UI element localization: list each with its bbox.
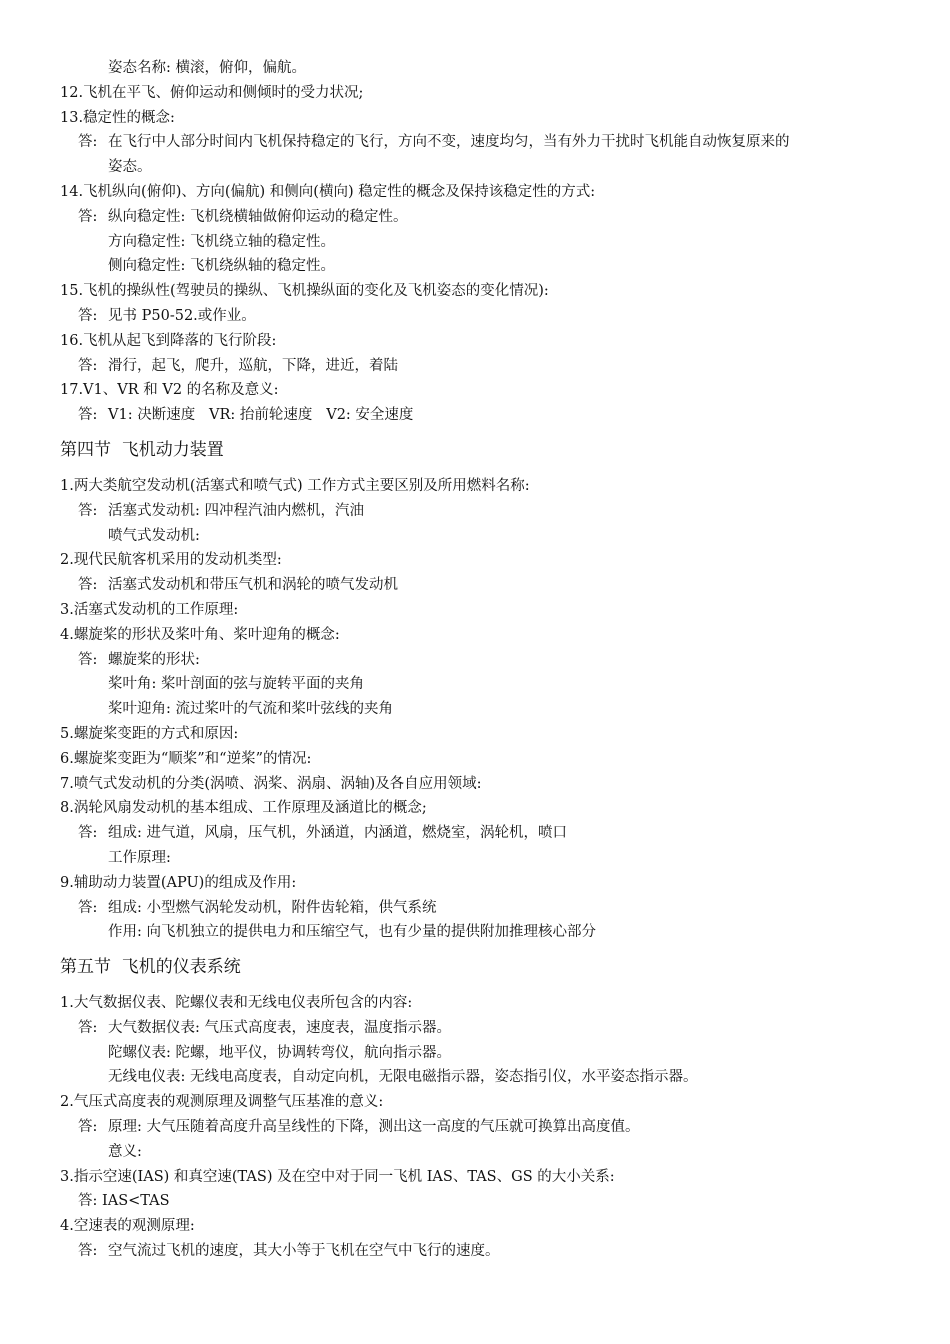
answer-label: 答: <box>78 1119 98 1136</box>
answer-17 <box>0 403 950 428</box>
question-line: 8.涡轮风扇发动机的基本组成、工作原理及涵道比的概念; <box>60 800 427 817</box>
answer-label: 答: <box>78 134 98 151</box>
question-line: 6.螺旋桨变距为“顺桨”和“逆桨”的情况: <box>60 750 312 767</box>
section-heading-5: 第五节 飞机的仪表系统 <box>60 957 241 978</box>
question-line: 2.气压式高度表的观测原理及调整气压基准的意义: <box>60 1094 384 1111</box>
answer-text: 活塞式发动机: 四冲程汽油内燃机，汽油 <box>108 502 364 519</box>
answer-line <box>0 648 950 673</box>
answer-line <box>0 896 950 921</box>
section-4-body <box>0 474 950 945</box>
question-15: 15.飞机的操纵性(驾驶员的操纵、飞机操纵面的变化及飞机姿态的变化情况): <box>60 283 549 300</box>
question-16: 16.飞机从起飞到降落的飞行阶段: <box>60 332 277 349</box>
question-line: 5.螺旋桨变距的方式和原因: <box>60 725 239 742</box>
answer-14-line-3: 侧向稳定性: 飞机绕纵轴的稳定性。 <box>108 258 335 275</box>
answer-label: 答: <box>78 1243 98 1260</box>
question-line: 3.活塞式发动机的工作原理: <box>60 601 239 618</box>
answer-label: 答: <box>78 307 98 324</box>
answer-continuation: 工作原理: <box>108 849 171 866</box>
answer-text: 原理: 大气压随着高度升高呈线性的下降，测出这一高度的气压就可换算出高度值。 <box>108 1119 640 1136</box>
answer-15 <box>0 304 950 329</box>
answer-text: 活塞式发动机和带压气机和涡轮的喷气发动机 <box>108 577 398 594</box>
question-line: 1.大气数据仪表、陀螺仪表和无线电仪表所包含的内容: <box>60 995 413 1012</box>
answer-text: 空气流过飞机的速度，其大小等于飞机在空气中飞行的速度。 <box>108 1243 500 1260</box>
document-page <box>0 56 950 1264</box>
answer-label: 答: <box>78 407 98 424</box>
question-line: 7.喷气式发动机的分类(涡喷、涡桨、涡扇、涡轴)及各自应用领域: <box>60 775 482 792</box>
answer-16 <box>0 354 950 379</box>
question-line: 1.两大类航空发动机(活塞式和喷气式) 工作方式主要区别及所用燃料名称: <box>60 477 530 494</box>
answer-line <box>0 1239 950 1264</box>
answer-continuation: 桨叶迎角: 流过桨叶的气流和桨叶弦线的夹角 <box>108 701 393 718</box>
answer-continuation: 陀螺仪表: 陀螺，地平仪，协调转弯仪，航向指示器。 <box>108 1044 451 1061</box>
answer-continuation: 意义: <box>108 1143 142 1160</box>
answer-line <box>0 1016 950 1041</box>
answer-14 <box>0 205 950 230</box>
answer-line <box>0 573 950 598</box>
question-13: 13.稳定性的概念: <box>60 109 175 126</box>
section-heading-4: 第四节 飞机动力装置 <box>60 439 224 460</box>
answer-text: V1: 决断速度 VR: 抬前轮速度 V2: 安全速度 <box>108 407 414 424</box>
answer-label: 答: <box>78 899 98 916</box>
text-line: 姿态名称: 横滚，俯仰，偏航。 <box>108 60 306 76</box>
question-line: 9.辅助动力装置(APU)的组成及作用: <box>60 874 297 891</box>
answer-text: 组成: 小型燃气涡轮发动机，附件齿轮箱，供气系统 <box>108 899 437 916</box>
answer-line <box>0 1115 950 1140</box>
question-line: 4.螺旋桨的形状及桨叶角、桨叶迎角的概念: <box>60 626 340 643</box>
question-12: 12.飞机在平飞、俯仰运动和侧倾时的受力状况; <box>60 84 364 101</box>
answer-14-line-2: 方向稳定性: 飞机绕立轴的稳定性。 <box>108 233 335 250</box>
section-5-body <box>0 991 950 1264</box>
question-line: 2.现代民航客机采用的发动机类型: <box>60 552 282 569</box>
answer-label: 答: <box>78 577 98 594</box>
answer-text: 组成: 进气道，风扇，压气机，外涵道，内涵道，燃烧室，涡轮机，喷口 <box>108 825 567 842</box>
answer-continuation: 桨叶角: 桨叶剖面的弦与旋转平面的夹角 <box>108 676 364 693</box>
answer-continuation: 作用: 向飞机独立的提供电力和压缩空气，也有少量的提供附加推理核心部分 <box>108 924 596 941</box>
answer-13-continued: 姿态。 <box>108 159 152 176</box>
question-17: 17.V1、VR 和 V2 的名称及意义: <box>60 382 279 399</box>
answer-label: 答: <box>78 1019 98 1036</box>
answer-label: 答: <box>78 651 98 668</box>
answer-line <box>0 499 950 524</box>
question-line: 4.空速表的观测原理: <box>60 1218 195 1235</box>
answer-13 <box>0 130 950 155</box>
answer-label: 答: <box>78 502 98 519</box>
answer-text: 螺旋桨的形状: <box>108 651 200 668</box>
answer-label: 答: <box>78 208 98 225</box>
answer-label: 答: <box>78 825 98 842</box>
answer-label: 答: <box>78 357 98 374</box>
answer-line <box>0 821 950 846</box>
answer-continuation: 喷气式发动机: <box>108 527 200 544</box>
question-line: 3.指示空速(IAS) 和真空速(TAS) 及在空中对于同一飞机 IAS、TAS、GS 的大小关系: <box>60 1168 615 1185</box>
answer-text: 在飞行中人部分时间内飞机保持稳定的飞行，方向不变，速度均匀，当有外力干扰时飞机能自动恢复原来的 <box>108 134 790 151</box>
answer-line: 答: IAS<TAS <box>78 1193 170 1210</box>
answer-text: 纵向稳定性: 飞机绕横轴做俯仰运动的稳定性。 <box>108 208 408 225</box>
answer-text: 见书 P50-52.或作业。 <box>108 307 256 324</box>
question-14: 14.飞机纵向(俯仰)、方向(偏航) 和侧向(横向) 稳定性的概念及保持该稳定性的方式: <box>60 183 596 200</box>
answer-text: 滑行，起飞，爬升，巡航，下降，进近，着陆 <box>108 357 398 374</box>
answer-text: 大气数据仪表: 气压式高度表，速度表，温度指示器。 <box>108 1019 451 1036</box>
answer-continuation: 无线电仪表: 无线电高度表，自动定向机，无限电磁指示器，姿态指引仪，水平姿态指示器。 <box>108 1069 698 1086</box>
